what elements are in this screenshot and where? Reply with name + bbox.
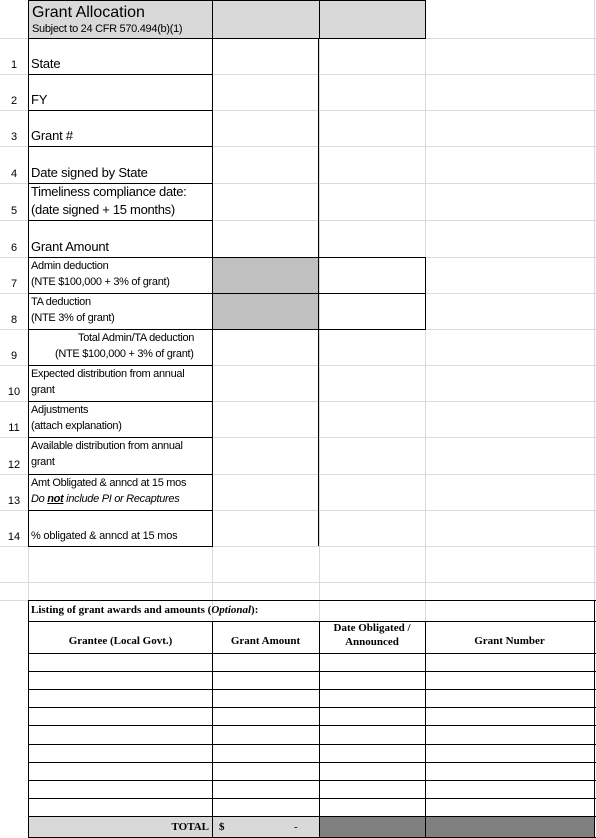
row-number: 8 — [10, 314, 18, 326]
row-number: 4 — [10, 168, 18, 180]
border-v — [425, 0, 426, 38]
border-v — [425, 257, 426, 329]
row-sublabel: Do not include PI or Recaptures — [31, 493, 180, 505]
row-number: 12 — [7, 459, 21, 471]
border-h — [28, 329, 213, 330]
border-v — [425, 621, 426, 838]
row-label: Date signed by State — [31, 165, 148, 180]
border-h — [28, 671, 596, 672]
border-h — [28, 780, 596, 781]
border-v — [28, 0, 29, 547]
row-sublabel: grant — [31, 384, 55, 396]
row-label: Total Admin/TA deduction — [78, 332, 195, 344]
border-h — [212, 329, 426, 330]
column-header-grantee: Grantee (Local Govt.) — [68, 635, 173, 647]
border-v — [319, 0, 320, 38]
border-h — [28, 38, 426, 39]
row-label: Available distribution from annual — [31, 440, 183, 452]
column-header-grant-number: Grant Number — [474, 635, 545, 647]
border-v — [212, 0, 213, 38]
border-h — [28, 365, 213, 366]
border-h — [28, 707, 596, 708]
border-h — [28, 816, 596, 817]
header-col3-cell — [319, 0, 425, 38]
border-h — [28, 600, 596, 601]
row-label: Admin deduction — [31, 260, 109, 272]
total-amount-fill — [212, 817, 319, 838]
border-h — [28, 146, 213, 147]
border-h — [28, 510, 213, 511]
row-number: 7 — [10, 278, 18, 290]
border-h — [212, 293, 426, 294]
row-number: 11 — [8, 422, 20, 434]
border-h — [28, 762, 596, 763]
border-v — [594, 600, 595, 838]
listing-title: Listing of grant awards and amounts (Optional): — [31, 604, 259, 616]
row-label: FY — [31, 92, 48, 107]
row-sublabel: (NTE $100,000 + 3% of grant) — [31, 276, 170, 288]
border-h — [28, 653, 596, 654]
row-label: Amt Obligated & anncd at 15 mos — [31, 477, 187, 489]
border-h — [28, 437, 213, 438]
total-date-fill — [319, 817, 425, 838]
total-value: - — [294, 821, 298, 833]
border-h — [28, 293, 213, 294]
row-number: 9 — [10, 350, 18, 362]
row-sublabel: grant — [31, 456, 55, 468]
border-v — [319, 621, 320, 838]
page-subtitle: Subject to 24 CFR 570.494(b)(1) — [32, 23, 183, 35]
border-h — [28, 798, 596, 799]
row-sublabel: (date signed + 15 months) — [31, 202, 175, 217]
row-number: 14 — [7, 531, 21, 543]
row-number: 10 — [7, 386, 21, 398]
total-label: TOTAL — [171, 821, 209, 833]
border-h — [28, 744, 596, 745]
row-sublabel: (NTE 3% of grant) — [31, 312, 115, 324]
border-h — [28, 474, 213, 475]
border-h — [28, 725, 596, 726]
row-label: Adjustments — [31, 404, 89, 416]
column-header-date-obligated: Date Obligated / Announced — [333, 622, 411, 648]
border-h — [212, 257, 426, 258]
border-h — [28, 621, 596, 622]
border-h — [28, 546, 213, 547]
row-label: Expected distribution from annual — [31, 368, 185, 380]
border-h — [28, 689, 596, 690]
row-label: Timeliness compliance date: — [31, 184, 187, 199]
row-label: Grant # — [31, 128, 73, 143]
row-sublabel: (attach explanation) — [31, 420, 122, 432]
row-number: 3 — [10, 131, 18, 143]
row-number: 13 — [7, 495, 21, 507]
border-v — [212, 38, 213, 546]
row-number: 1 — [10, 59, 18, 71]
header-col2-cell — [212, 0, 319, 38]
border-v — [318, 38, 319, 546]
row-label: Grant Amount — [31, 239, 109, 254]
border-h — [28, 220, 213, 221]
page-title: Grant Allocation — [32, 4, 145, 21]
total-currency: $ — [219, 821, 225, 833]
gridline-h — [0, 582, 596, 583]
row-label: State — [31, 56, 61, 71]
row-sublabel: (NTE $100,000 + 3% of grant) — [55, 348, 194, 360]
column-header-grant-amount: Grant Amount — [230, 635, 301, 647]
row-number: 5 — [10, 205, 18, 217]
total-grantnum-fill — [425, 817, 594, 838]
border-v — [212, 621, 213, 838]
border-h — [28, 0, 426, 1]
border-h — [28, 74, 213, 75]
row-label: TA deduction — [31, 296, 91, 308]
border-h — [28, 257, 213, 258]
row-number: 6 — [10, 242, 18, 254]
border-h — [28, 110, 213, 111]
row-label: % obligated & anncd at 15 mos — [31, 530, 178, 542]
row-number: 2 — [10, 95, 18, 107]
border-h — [28, 401, 213, 402]
